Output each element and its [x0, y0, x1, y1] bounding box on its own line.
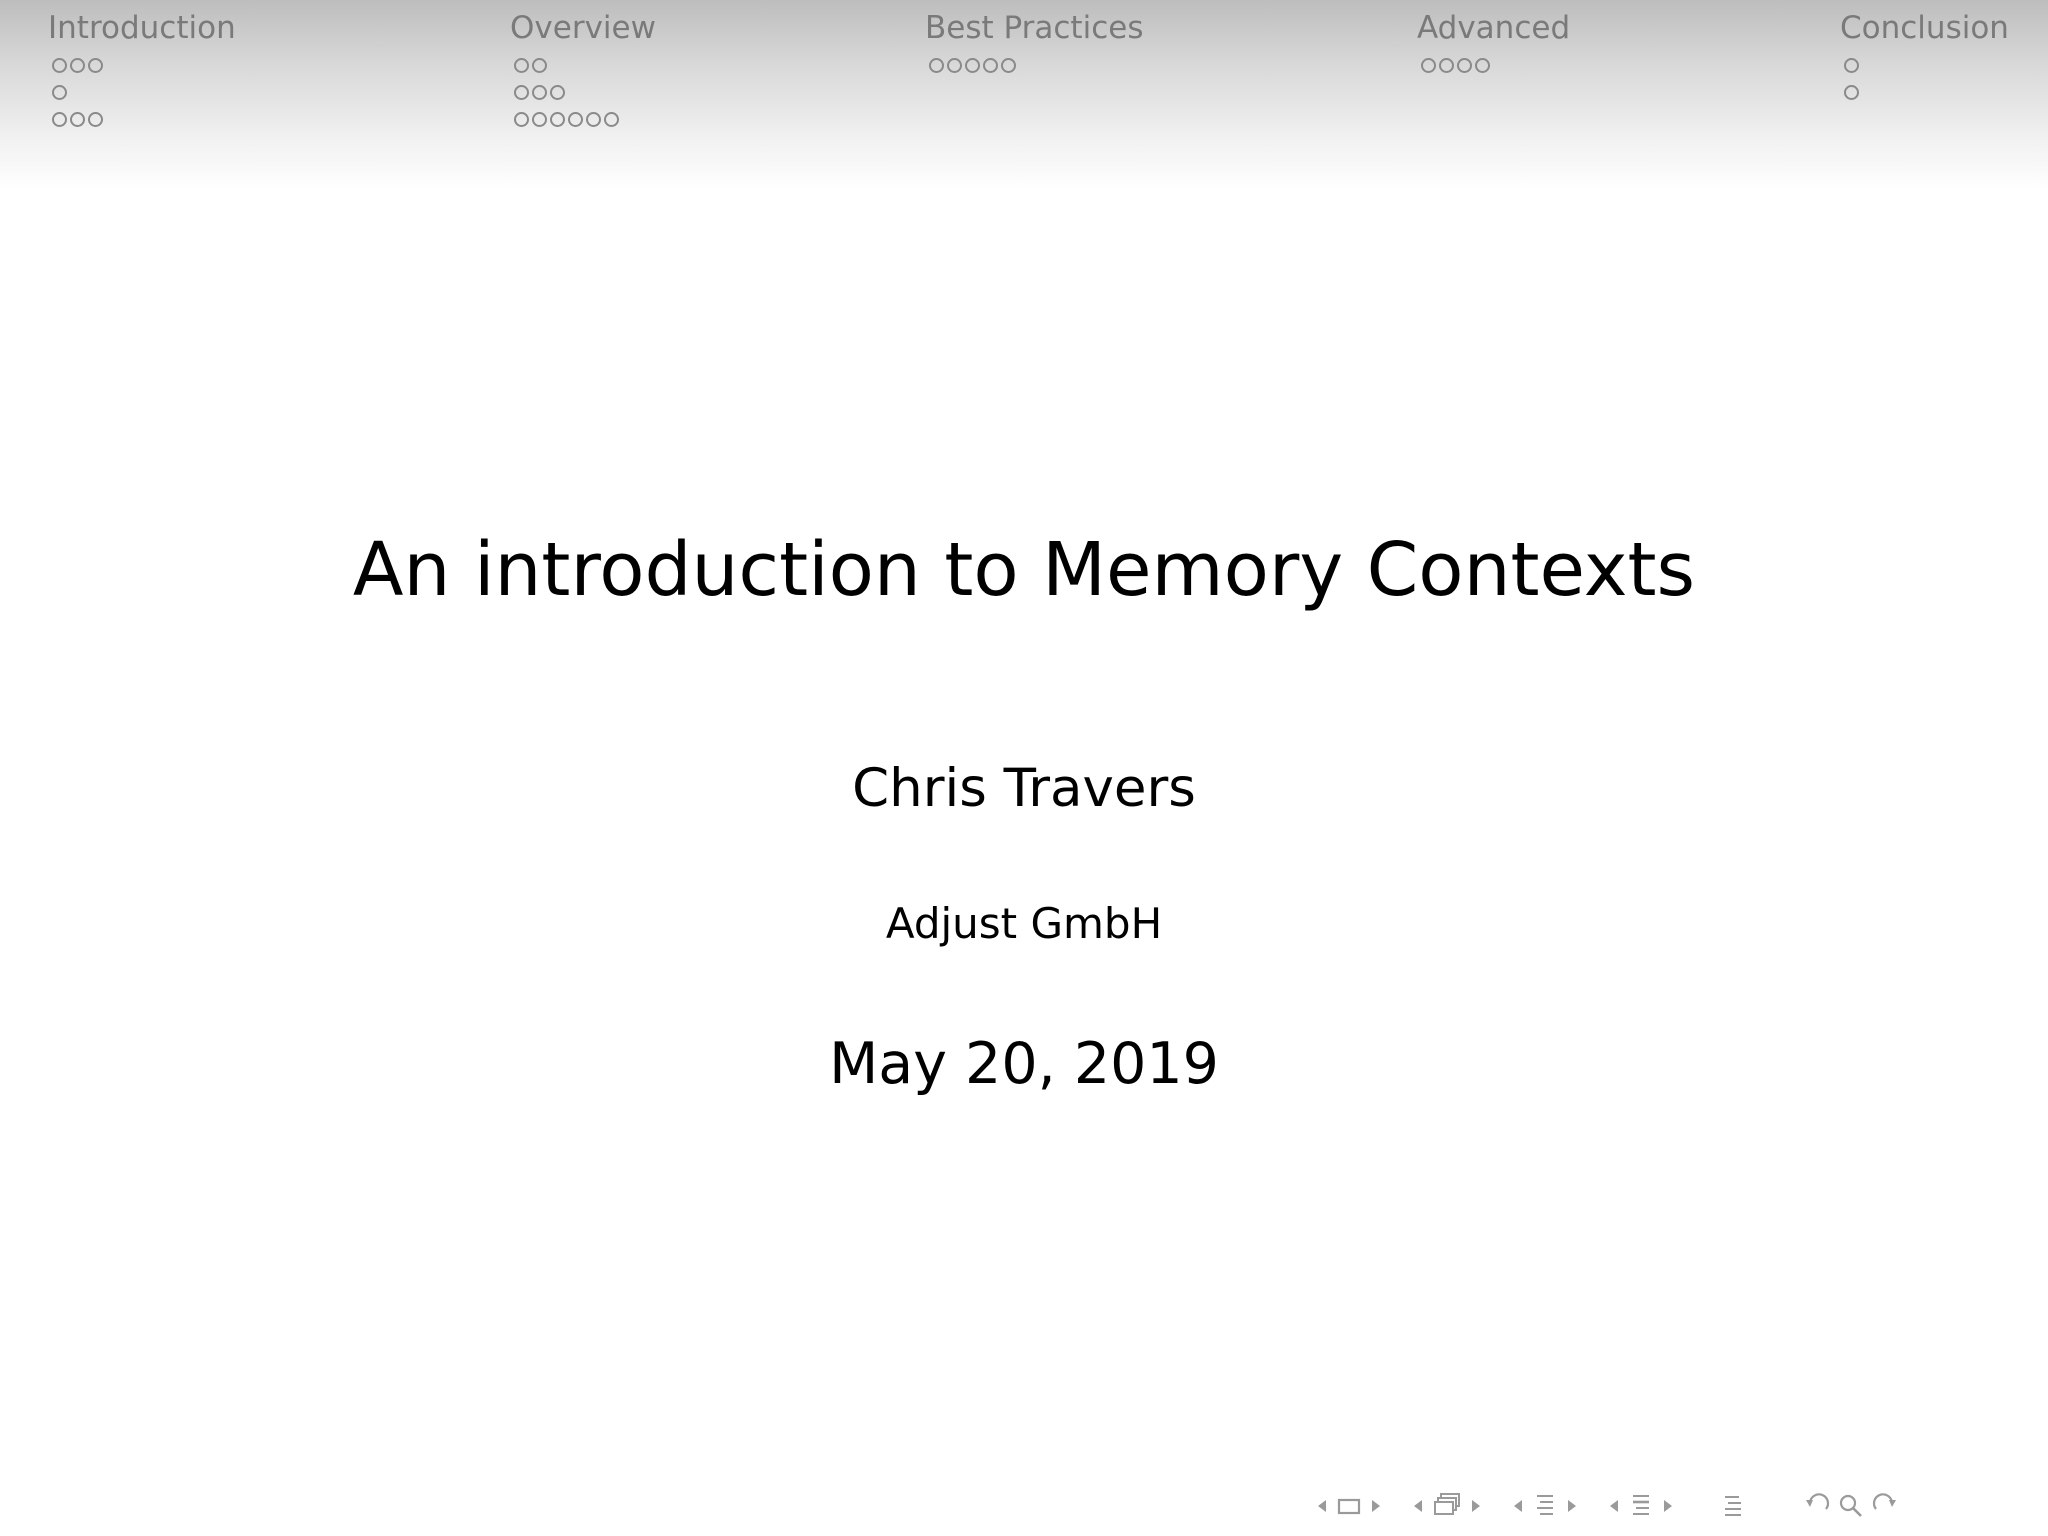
miniframe-dot[interactable] — [514, 112, 529, 127]
miniframe-dot[interactable] — [70, 58, 85, 73]
author-name: Chris Travers — [852, 758, 1196, 819]
nav-section-best-practices — [925, 8, 1143, 79]
presentation-title: An introduction to Memory Contexts — [352, 527, 1696, 613]
miniframe-rows — [1840, 52, 2009, 106]
miniframe-rows — [925, 52, 1143, 79]
miniframe-dot[interactable] — [586, 112, 601, 127]
miniframe-row — [510, 106, 656, 133]
miniframe-dot[interactable] — [1844, 85, 1859, 100]
miniframe-dot[interactable] — [88, 58, 103, 73]
back-icon[interactable] — [1802, 1491, 1832, 1521]
miniframe-dot[interactable] — [965, 58, 980, 73]
miniframe-dot[interactable] — [52, 112, 67, 127]
nav-section-overview — [510, 8, 656, 133]
miniframe-dot[interactable] — [52, 58, 67, 73]
miniframe-row — [48, 52, 236, 79]
miniframe-row — [1417, 52, 1570, 79]
forward-icon[interactable] — [1870, 1491, 1900, 1521]
nav-section-title[interactable]: Overview — [510, 10, 656, 46]
nav-section-title[interactable]: Conclusion — [1840, 10, 2009, 46]
miniframe-dot[interactable] — [568, 112, 583, 127]
miniframe-dot[interactable] — [1475, 58, 1490, 73]
miniframe-dot[interactable] — [532, 58, 547, 73]
institute-name: Adjust GmbH — [885, 899, 1163, 948]
miniframe-dot[interactable] — [550, 85, 565, 100]
subsection-icon[interactable] — [1430, 1491, 1464, 1521]
miniframe-dot[interactable] — [983, 58, 998, 73]
miniframe-dot[interactable] — [532, 112, 547, 127]
nav-section-title[interactable]: Introduction — [48, 10, 236, 46]
next-subsection-icon[interactable] — [1468, 1494, 1484, 1518]
miniframe-dot[interactable] — [1439, 58, 1454, 73]
prev-frame-icon[interactable] — [1314, 1494, 1330, 1518]
nav-section-advanced — [1417, 8, 1570, 79]
document-icon[interactable] — [1626, 1491, 1656, 1521]
miniframe-dot[interactable] — [1421, 58, 1436, 73]
miniframe-rows — [1417, 52, 1570, 79]
miniframe-dot[interactable] — [550, 112, 565, 127]
frame-icon[interactable] — [1334, 1494, 1364, 1518]
next-section-icon[interactable] — [1564, 1494, 1580, 1518]
miniframe-dot[interactable] — [52, 85, 67, 100]
miniframe-rows — [48, 52, 236, 133]
miniframe-rows — [510, 52, 656, 133]
nav-section-conclusion — [1840, 8, 2009, 106]
miniframe-dot[interactable] — [604, 112, 619, 127]
miniframe-row — [1840, 79, 2009, 106]
miniframe-row — [925, 52, 1143, 79]
section-icon[interactable] — [1530, 1491, 1560, 1521]
prev-subsection-icon[interactable] — [1410, 1494, 1426, 1518]
appendix-icon[interactable] — [1718, 1491, 1748, 1521]
miniframe-row — [510, 52, 656, 79]
miniframe-dot[interactable] — [947, 58, 962, 73]
prev-document-icon[interactable] — [1606, 1494, 1622, 1518]
miniframe-dot[interactable] — [1844, 58, 1859, 73]
miniframe-dot[interactable] — [88, 112, 103, 127]
presentation-date: May 20, 2019 — [829, 1031, 1219, 1097]
prev-section-icon[interactable] — [1510, 1494, 1526, 1518]
beamer-navigation-symbols — [1312, 1488, 1902, 1524]
miniframe-row — [510, 79, 656, 106]
next-document-icon[interactable] — [1660, 1494, 1676, 1518]
nav-section-introduction — [48, 8, 236, 133]
search-icon[interactable] — [1836, 1491, 1866, 1521]
miniframe-row — [1840, 52, 2009, 79]
nav-section-title[interactable]: Best Practices — [925, 10, 1144, 46]
miniframe-dot[interactable] — [532, 85, 547, 100]
miniframe-dot[interactable] — [1457, 58, 1472, 73]
miniframe-dot[interactable] — [1001, 58, 1016, 73]
nav-section-title[interactable]: Advanced — [1417, 10, 1571, 46]
miniframe-row — [48, 79, 236, 106]
next-frame-icon[interactable] — [1368, 1494, 1384, 1518]
section-navigation-header — [0, 0, 2048, 190]
miniframe-dot[interactable] — [929, 58, 944, 73]
miniframe-dot[interactable] — [70, 112, 85, 127]
miniframe-dot[interactable] — [514, 58, 529, 73]
miniframe-dot[interactable] — [514, 85, 529, 100]
miniframe-row — [48, 106, 236, 133]
